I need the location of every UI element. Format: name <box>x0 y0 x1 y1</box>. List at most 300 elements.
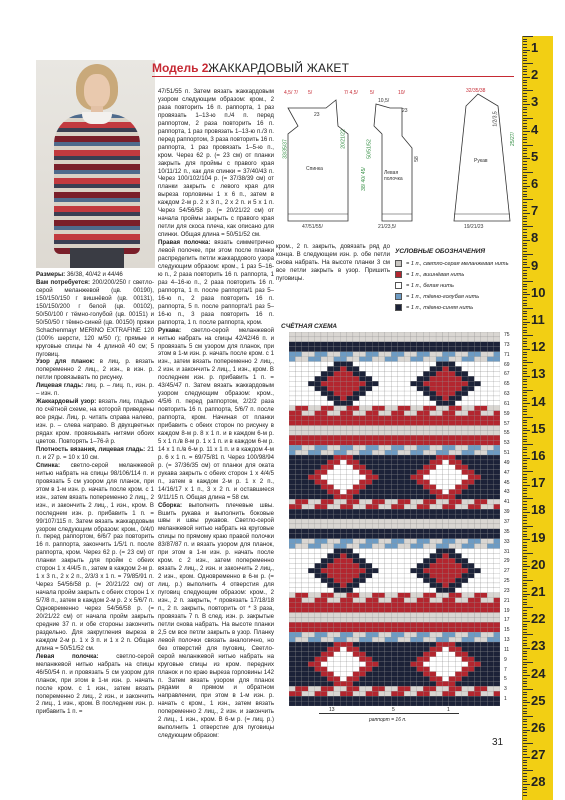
chart-cell <box>321 544 327 549</box>
chart-cell <box>481 622 487 627</box>
chart-cell <box>302 583 308 588</box>
chart-cell <box>462 509 468 514</box>
chart-cell <box>379 637 385 642</box>
chart-cell <box>385 558 391 563</box>
chart-cell <box>295 386 301 391</box>
chart-cell <box>366 657 372 662</box>
chart-cell <box>430 440 436 445</box>
chart-cell <box>398 381 404 386</box>
ruler-tick <box>523 708 527 709</box>
chart-cell <box>430 421 436 426</box>
chart-cell <box>372 529 378 534</box>
chart-cell <box>487 514 493 519</box>
chart-cell <box>340 681 346 686</box>
chart-cell <box>430 489 436 494</box>
chart-cell <box>481 657 487 662</box>
chart-cell <box>379 686 385 691</box>
chart-cell <box>340 460 346 465</box>
ruler-number: 9 <box>531 257 539 273</box>
chart-cell <box>481 573 487 578</box>
chart-cell <box>398 667 404 672</box>
chart-cell <box>487 440 493 445</box>
chart-cell <box>430 622 436 627</box>
chart-cell <box>366 514 372 519</box>
chart-cell <box>334 445 340 450</box>
chart-cell <box>321 691 327 696</box>
chart-cell <box>404 637 410 642</box>
chart-cell <box>487 696 493 701</box>
chart-cell <box>302 485 308 490</box>
legend-item <box>395 302 520 313</box>
chart-cell <box>340 519 346 524</box>
chart-cell <box>302 381 308 386</box>
chart-cell <box>321 681 327 686</box>
chart-cell <box>410 588 416 593</box>
chart-cell <box>468 696 474 701</box>
chart-cell <box>315 435 321 440</box>
chart-cell <box>442 558 448 563</box>
chart-cell <box>442 499 448 504</box>
chart-cell <box>436 494 442 499</box>
chart-cell <box>474 357 480 362</box>
chart-cell <box>474 426 480 431</box>
ruler-tick <box>523 297 527 298</box>
chart-cell <box>366 352 372 357</box>
chart-cell <box>385 371 391 376</box>
chart-cell <box>334 504 340 509</box>
chart-cell <box>455 381 461 386</box>
chart-cell <box>423 435 429 440</box>
chart-cell <box>481 672 487 677</box>
chart-cell <box>436 455 442 460</box>
chart-cell <box>417 691 423 696</box>
chart-cell <box>353 642 359 647</box>
chart-cell <box>321 357 327 362</box>
chart-cell <box>487 613 493 618</box>
chart-cell <box>385 563 391 568</box>
chart-cell <box>353 588 359 593</box>
ruler-tick <box>523 545 527 546</box>
chart-cell <box>295 430 301 435</box>
chart-cell <box>442 371 448 376</box>
chart-cell <box>289 672 295 677</box>
chart-cell <box>359 539 365 544</box>
chart-cell <box>327 657 333 662</box>
chart-cell <box>417 465 423 470</box>
chart-cell <box>449 588 455 593</box>
chart-cell <box>334 593 340 598</box>
chart-cell <box>462 460 468 465</box>
chart-cell <box>347 593 353 598</box>
chart-cell <box>366 622 372 627</box>
chart-cell <box>487 347 493 352</box>
chart-cell <box>449 494 455 499</box>
ruler-tick <box>523 751 527 752</box>
chart-cell <box>321 549 327 554</box>
chart-cell <box>436 391 442 396</box>
chart-cell <box>449 593 455 598</box>
chart-cell <box>410 376 416 381</box>
chart-cell <box>308 337 314 342</box>
chart-cell <box>327 549 333 554</box>
chart-cell <box>308 352 314 357</box>
chart-cell <box>423 667 429 672</box>
chart-cell <box>308 647 314 652</box>
chart-cell <box>462 347 468 352</box>
chart-cell <box>340 504 346 509</box>
ruler-tick <box>523 580 533 581</box>
chart-cell <box>481 411 487 416</box>
chart-cell <box>334 613 340 618</box>
chart-cell <box>455 362 461 367</box>
chart-cell <box>455 347 461 352</box>
chart-cell <box>372 632 378 637</box>
chart-cell <box>398 337 404 342</box>
chart-cell <box>417 563 423 568</box>
chart-cell <box>481 583 487 588</box>
chart-cell <box>372 357 378 362</box>
chart-cell <box>302 524 308 529</box>
ruler-tick <box>523 403 530 404</box>
chart-cell <box>315 450 321 455</box>
chart-cell <box>334 426 340 431</box>
chart-cell <box>372 563 378 568</box>
ruler-tick <box>523 237 527 238</box>
chart-cell <box>436 617 442 622</box>
chart-cell <box>391 371 397 376</box>
chart-cell <box>385 662 391 667</box>
chart-cell <box>315 588 321 593</box>
chart-cell <box>327 332 333 337</box>
chart-cell <box>353 553 359 558</box>
chart-cell <box>462 578 468 583</box>
chart-cell <box>372 426 378 431</box>
ruler-tick <box>523 101 527 102</box>
chart-cell <box>340 445 346 450</box>
chart-cell <box>302 460 308 465</box>
chart-cell <box>398 342 404 347</box>
left-front-outline <box>374 104 412 221</box>
ruler-tick <box>523 787 527 788</box>
chart-cell <box>430 480 436 485</box>
chart-cell <box>404 465 410 470</box>
chart-cell <box>436 691 442 696</box>
chart-cell <box>436 514 442 519</box>
chart-cell <box>423 381 429 386</box>
chart-cell <box>449 499 455 504</box>
chart-cell <box>340 470 346 475</box>
chart-cell <box>391 534 397 539</box>
chart-cell <box>327 686 333 691</box>
chart-cell <box>289 342 295 347</box>
ruler-tick <box>523 346 527 347</box>
chart-cell <box>327 455 333 460</box>
chart-cell <box>410 583 416 588</box>
chart-cell <box>398 676 404 681</box>
chart-cell <box>353 396 359 401</box>
chart-cell <box>474 578 480 583</box>
chart-cell <box>410 475 416 480</box>
chart-cell <box>462 366 468 371</box>
chart-cell <box>442 519 448 524</box>
chart-cell <box>353 681 359 686</box>
instruction-paragraph <box>36 462 154 653</box>
chart-cell <box>468 642 474 647</box>
chart-cell <box>295 509 301 514</box>
ruler-tick <box>523 496 527 497</box>
ruler-tick <box>523 474 527 475</box>
chart-cell <box>366 435 372 440</box>
ruler-tick <box>523 232 527 233</box>
chart-cell <box>321 371 327 376</box>
chart-cell <box>423 662 429 667</box>
chart-cell <box>295 337 301 342</box>
chart-cell <box>391 411 397 416</box>
chart-cell <box>487 455 493 460</box>
chart-cell <box>334 681 340 686</box>
chart-cell <box>398 549 404 554</box>
ruler-tick <box>523 564 527 565</box>
chart-cell <box>366 637 372 642</box>
chart-cell <box>308 667 314 672</box>
chart-cell <box>334 534 340 539</box>
chart-cell <box>468 485 474 490</box>
ruler-tick <box>523 332 527 333</box>
chart-cell <box>423 357 429 362</box>
chart-cell <box>442 391 448 396</box>
chart-cell <box>430 435 436 440</box>
chart-cell <box>474 701 480 706</box>
chart-cell <box>385 480 391 485</box>
chart-cell <box>295 667 301 672</box>
ruler-tick <box>523 180 527 181</box>
chart-cell <box>327 593 333 598</box>
instruction-paragraph <box>36 279 154 359</box>
chart-cell <box>462 652 468 657</box>
chart-cell <box>372 549 378 554</box>
chart-cell <box>423 563 429 568</box>
chart-cell <box>366 553 372 558</box>
chart-cell <box>379 332 385 337</box>
chart-cell <box>410 696 416 701</box>
chart-cell <box>308 691 314 696</box>
chart-cell <box>302 603 308 608</box>
chart-cell <box>449 337 455 342</box>
chart-cell <box>321 386 327 391</box>
chart-cell <box>436 337 442 342</box>
chart-cell <box>462 396 468 401</box>
chart-cell <box>410 406 416 411</box>
chart-cell <box>315 672 321 677</box>
chart-cell <box>442 445 448 450</box>
ruler-tick <box>523 66 527 67</box>
chart-cell <box>468 357 474 362</box>
chart-cell <box>404 430 410 435</box>
chart-cell <box>385 632 391 637</box>
chart-cell <box>430 549 436 554</box>
chart-cell <box>289 460 295 465</box>
chart-cell <box>372 480 378 485</box>
chart-cell <box>289 426 295 431</box>
chart-cell <box>462 465 468 470</box>
row-number: 1 <box>504 696 507 703</box>
instruction-paragraph <box>158 327 274 502</box>
chart-cell <box>295 499 301 504</box>
chart-cell <box>449 357 455 362</box>
chart-cell <box>385 347 391 352</box>
chart-cell <box>391 391 397 396</box>
chart-cell <box>449 440 455 445</box>
chart-cell <box>385 573 391 578</box>
chart-cell <box>385 603 391 608</box>
chart-cell <box>334 391 340 396</box>
chart-cell <box>366 371 372 376</box>
row-number: 3 <box>504 686 507 693</box>
chart-cell <box>391 406 397 411</box>
ruler-tick <box>523 686 527 687</box>
chart-cell <box>315 696 321 701</box>
chart-cell <box>391 450 397 455</box>
chart-cell <box>404 642 410 647</box>
chart-cell <box>391 676 397 681</box>
chart-cell <box>302 637 308 642</box>
chart-cell <box>295 347 301 352</box>
chart-cell <box>372 416 378 421</box>
chart-cell <box>340 583 346 588</box>
chart-cell <box>487 667 493 672</box>
chart-cell <box>391 583 397 588</box>
chart-cell <box>295 544 301 549</box>
chart-cell <box>404 613 410 618</box>
chart-cell <box>289 455 295 460</box>
chart-cell <box>417 504 423 509</box>
chart-cell <box>308 396 314 401</box>
dim-back-bottom: 47/51/55/ <box>302 224 323 230</box>
chart-cell <box>308 450 314 455</box>
chart-cell <box>487 480 493 485</box>
chart-cell <box>468 455 474 460</box>
ruler-tick <box>523 411 527 412</box>
ruler-number: 13 <box>531 366 546 382</box>
chart-cell <box>462 426 468 431</box>
chart-cell <box>359 617 365 622</box>
ruler-tick <box>523 648 530 649</box>
chart-cell <box>404 435 410 440</box>
ruler-tick <box>523 746 527 747</box>
chart-cell <box>404 381 410 386</box>
chart-cell <box>487 603 493 608</box>
chart-cell <box>366 608 372 613</box>
chart-cell <box>334 519 340 524</box>
chart-cell <box>308 701 314 706</box>
chart-cell <box>455 539 461 544</box>
chart-cell <box>385 504 391 509</box>
ruler-tick <box>523 523 527 524</box>
ruler-tick <box>523 556 527 557</box>
chart-cell <box>315 583 321 588</box>
chart-cell <box>404 460 410 465</box>
chart-cell <box>372 514 378 519</box>
chart-cell <box>379 352 385 357</box>
chart-cell <box>417 426 423 431</box>
chart-cell <box>404 401 410 406</box>
chart-cell <box>436 603 442 608</box>
chart-cell <box>340 593 346 598</box>
chart-cell <box>340 450 346 455</box>
chart-cell <box>462 558 468 563</box>
ruler-number: 28 <box>531 774 546 790</box>
chart-cell <box>449 647 455 652</box>
chart-cell <box>379 696 385 701</box>
chart-cell <box>308 421 314 426</box>
chart-cell <box>398 391 404 396</box>
chart-cell <box>308 470 314 475</box>
chart-cell <box>462 529 468 534</box>
chart-cell <box>474 514 480 519</box>
chart-cell <box>379 593 385 598</box>
chart-cell <box>487 553 493 558</box>
chart-cell <box>359 352 365 357</box>
chart-cell <box>327 509 333 514</box>
chart-cell <box>289 681 295 686</box>
chart-cell <box>436 480 442 485</box>
chart-cell <box>487 632 493 637</box>
chart-cell <box>308 622 314 627</box>
ruler-tick <box>523 749 527 750</box>
chart-cell <box>404 362 410 367</box>
chart-cell <box>423 371 429 376</box>
chart-cell <box>423 430 429 435</box>
chart-cell <box>430 642 436 647</box>
chart-cell <box>315 509 321 514</box>
chart-cell <box>423 455 429 460</box>
chart-cell <box>391 347 397 352</box>
ruler-tick <box>523 80 527 81</box>
chart-cell <box>430 347 436 352</box>
chart-cell <box>398 573 404 578</box>
ruler-tick <box>523 599 527 600</box>
chart-cell <box>417 416 423 421</box>
chart-cell <box>410 676 416 681</box>
chart-cell <box>302 421 308 426</box>
chart-cell <box>474 603 480 608</box>
ruler-tick <box>523 69 527 70</box>
chart-cell <box>398 544 404 549</box>
chart-cell <box>347 573 353 578</box>
chart-cell <box>347 460 353 465</box>
chart-cell <box>327 450 333 455</box>
ruler-number: 1 <box>531 40 539 55</box>
chart-cell <box>391 504 397 509</box>
ruler-tick <box>523 131 530 132</box>
chart-cell <box>481 499 487 504</box>
chart-cell <box>308 489 314 494</box>
ruler-tick <box>523 254 533 255</box>
chart-cell <box>404 524 410 529</box>
ruler-number: 27 <box>531 747 546 763</box>
section-text: светло-серой меланжевой нитью набрать на спицы 46/50/54 п. и провязать 5 см узором для планок, при этом в 1-м изн. р. начать после кром. с 1 изн., затем вязать попеременно 2 лиц., 2 изн., и закончить 2 лиц., 1 изн., кром. В последнем изн. р. прибавить 1 п. = <box>36 652 154 716</box>
chart-cell <box>442 421 448 426</box>
chart-cell <box>430 499 436 504</box>
back-outline <box>288 100 348 221</box>
chart-cell <box>481 376 487 381</box>
chart-cell <box>410 371 416 376</box>
chart-cell <box>410 411 416 416</box>
section-text: вязать лиц. гладью по счётной схеме, на которой приведены все ряды. Лиц. р. читать справа налево, изн. р. – слева направо. В двухцветных рядах кром. провязывать нитями обоих цветов. Повторять 1–76-й р. <box>36 398 155 446</box>
chart-cell <box>481 667 487 672</box>
chart-cell <box>391 440 397 445</box>
chart-cell <box>398 642 404 647</box>
